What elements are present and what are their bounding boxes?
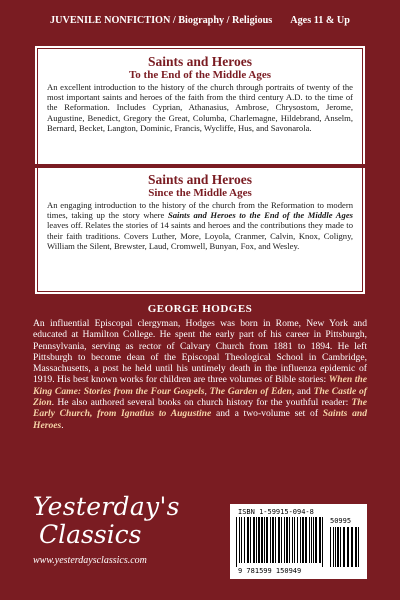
category-line: JUVENILE NONFICTION / Biography / Religious <box>50 14 273 26</box>
book2-panel <box>33 166 367 296</box>
logo-line2: Classics <box>39 520 142 549</box>
barcode-icon <box>236 517 362 567</box>
book2-subtitle: Since the Middle Ages <box>148 187 252 199</box>
book2-description: An engaging introduction to the history of the church from the Reformation to modern times, taking up the story where Saints and Heroes to the End of the Middle Ages leaves off. Relates the stories of 14 saints and heroes and the contributions they made to their faith traditions. Covers Luther, More, Loyola, Cranmer, Calvin, Knox, Coligny, William the Silent, Brewster, Laud, Cromwell, Bunyan, Fox, and Wesley. <box>47 200 353 251</box>
price-code: 50995 <box>330 517 352 525</box>
book1-description: An excellent introduction to the history of the church through portraits of twenty of the most important saints and heroes of the faith from the third century A.D. to the time of the Reformation. Includes Cyprian, Athanasius, Ambrose, Chrysostom, Jerome, Augustine, Benedict, Gregory the Great, Columba, Charlemagne, Hildebrand, Anselm, Bernard, Becket, Langton, Dominic, Francis, Wycliffe, Hus, and Savonarola. <box>47 82 353 133</box>
book2-title: Saints and Heroes <box>147 172 253 187</box>
book1-title: Saints and Heroes <box>147 54 253 69</box>
work-title: Saints and Heroes <box>33 408 367 431</box>
logo-line1: Yesterday's <box>33 492 180 521</box>
work-title: The Castle of Zion <box>33 385 367 409</box>
book1-subtitle: To the End of the Middle Ages <box>128 69 271 81</box>
category-header <box>0 0 400 40</box>
isbn-label: ISBN 1-59915-094-8 <box>238 508 314 516</box>
work-title: The Garden of Eden <box>209 385 292 397</box>
work-title: When the King Came: Stories from the Four Gospels <box>33 374 367 397</box>
author-name: GEORGE HODGES <box>147 303 253 315</box>
publisher-url[interactable]: www.yesterdaysclassics.com <box>33 555 147 566</box>
publisher-logo <box>33 493 223 573</box>
author-bio: An influential Episcopal clergyman, Hodges was born in Rome, New York and educated at Hamilton College. He spent the early part of his career in Pittsburgh, Pennsylvania, serving as rector of Calvary Church from 1881 to 1894. He left Pittsburgh to become dean of the Episcopal Theological School in Cambridge, Massachusetts, a post he held until his untimely death in the influenza epidemic of 1919. His best known works for children are three volumes of Bible stories: When the King Came: Stories from the Four Gospels, The Garden of Eden, and The Castle of Zion. He also authored several books on church history for the youthful reader: The Early Church, from Ignatius to Augustine and a two-volume set of Saints and Heroes. <box>33 318 367 431</box>
work-title: The Early Church, from Ignatius to Augustine <box>33 397 367 420</box>
author-section <box>33 300 367 431</box>
age-range: Ages 11 & Up <box>290 14 350 26</box>
ean-digits: 9 781599 150949 <box>238 567 302 575</box>
book1-panel <box>33 44 367 166</box>
book1-reference: Saints and Heroes to the End of the Middle Ages <box>167 210 353 221</box>
barcode-area <box>230 504 367 579</box>
